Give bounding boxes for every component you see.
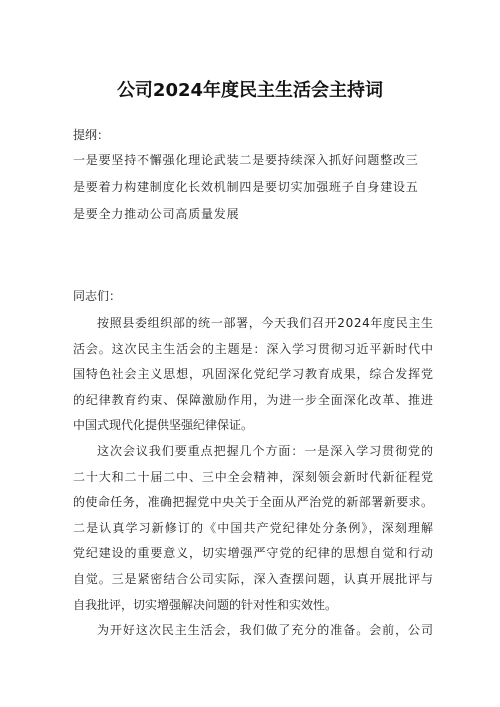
greeting: 同志们： <box>73 289 122 303</box>
paragraph-line <box>73 388 433 414</box>
line-text: 二是认真学习新修订的《中国共产党纪律处分条例》，深刻理解 <box>73 520 435 535</box>
line-text: 党纪建设的重要意义，切实增强严守党的纪律的思想自觉和行动 <box>73 546 434 561</box>
line-text: 按照县委组织部的统一部署，今天我们召开2024年度民主生 <box>97 316 434 330</box>
line-text: 的纪律教育约束、保障激励作用，为进一步全面深化改革、推进 <box>73 392 434 407</box>
line-text: 活会。这次民主生活会的主题是：深入学习贯彻习近平新时代中 <box>73 341 434 356</box>
line-text: 中国式现代化提供坚强纪律保证。 <box>73 418 254 433</box>
document-title: 公司2024年度民主生活会主持词 <box>116 80 384 101</box>
outline-line: 一是要坚持不懈强化理论武装二是要持续深入抓好问题整改三 <box>73 153 419 167</box>
paragraph-line <box>73 541 433 567</box>
outline-text <box>73 147 438 228</box>
outline-label: 提纲： <box>73 128 110 142</box>
line-text: 这次会议我们要重点把握几个方面：一是深入学习贯彻党的 <box>97 443 434 458</box>
paragraph-line <box>73 490 433 516</box>
outline-line: 是要着力构建制度化长效机制四是要切实加强班子自身建设五 <box>73 180 419 194</box>
paragraph-line <box>73 567 433 593</box>
outline-line: 是要全力推动公司高质量发展 <box>73 207 240 221</box>
paragraph-line <box>73 516 433 542</box>
body-text <box>73 311 433 644</box>
line-text: 二十大和二十届二中、三中全会精神，深刻领会新时代新征程党 <box>73 469 434 484</box>
paragraph-line <box>73 362 433 388</box>
paragraph-line <box>73 413 433 439</box>
paragraph-line <box>73 465 433 491</box>
line-text: 的使命任务，准确把握党中央关于全面从严治党的新部署新要求。 <box>73 495 434 510</box>
line-text: 为开好这次民主生活会，我们做了充分的准备。会前，公司 <box>97 623 434 638</box>
line-text: 自我批评，切实增强解决问题的针对性和实效性。 <box>73 597 338 612</box>
paragraph-line <box>73 311 433 337</box>
paragraph-line <box>73 337 433 363</box>
paragraph-line <box>73 593 433 619</box>
paragraph-line <box>73 439 433 465</box>
line-text: 国特色社会主义思想，巩固深化党纪学习教育成果，综合发挥党 <box>73 367 434 382</box>
line-text: 自觉。三是紧密结合公司实际，深入查摆问题，认真开展批评与 <box>73 571 434 586</box>
paragraph-line <box>73 618 433 644</box>
